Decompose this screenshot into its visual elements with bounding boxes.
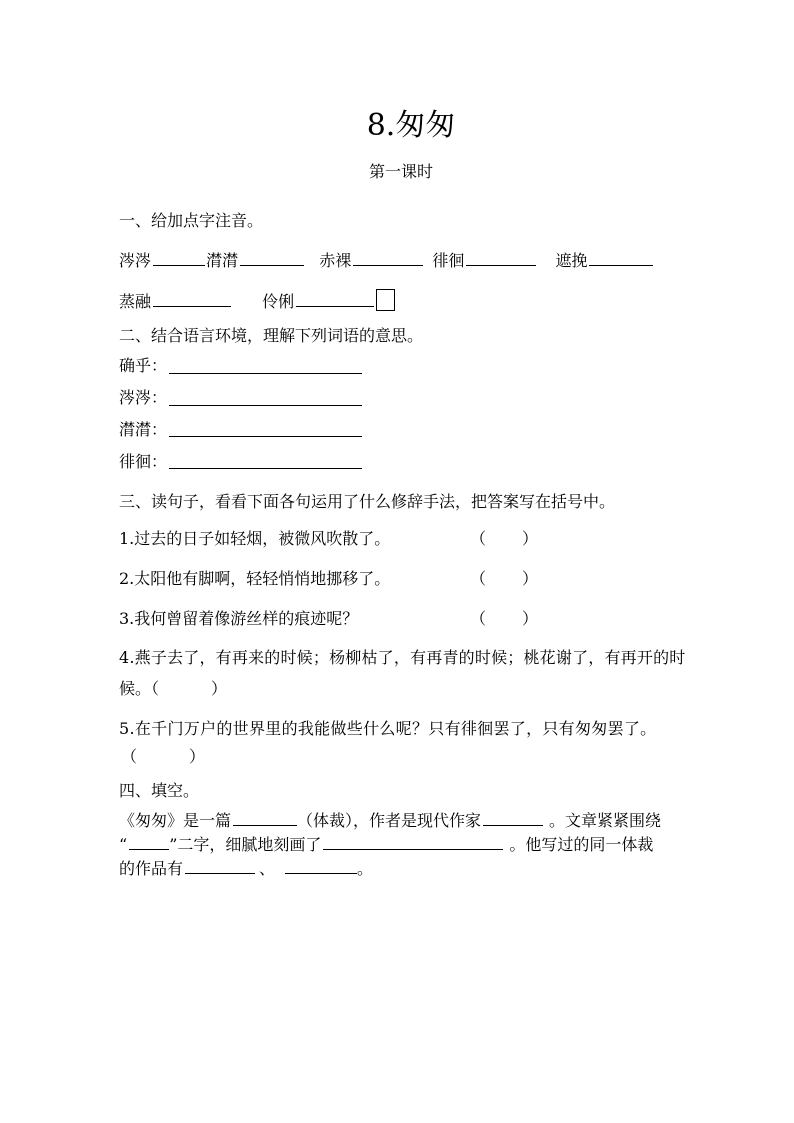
pinyin-row-2	[119, 289, 395, 312]
answer-paren-3[interactable]: （ ）	[470, 609, 539, 628]
definition-line[interactable]	[169, 388, 362, 406]
question-5-line-1: 5.在千门万户的世界里的我能做些什么呢？只有徘徊罢了，只有匆匆罢了。	[119, 719, 657, 738]
answer-box[interactable]	[376, 289, 395, 311]
section3-heading: 三、读句子，看看下面各句运用了什么修辞手法，把答案写在括号中。	[119, 492, 616, 511]
word-cencen: 涔涔	[119, 251, 152, 270]
answer-paren-5[interactable]: （ ）	[121, 747, 206, 766]
page-subtitle: 第一课时	[368, 162, 433, 181]
answer-blank[interactable]	[129, 833, 169, 850]
word-lingli: 伶俐	[262, 292, 295, 311]
question-3: 3.我何曾留着像游丝样的痕迹呢？	[119, 609, 359, 628]
answer-blank[interactable]	[353, 249, 423, 266]
answer-paren-4[interactable]: （ ）	[151, 679, 228, 698]
fill-line-3: 的作品有 、 。	[119, 859, 374, 878]
answer-paren-2[interactable]: （ ）	[470, 569, 539, 588]
word-zhewan: 遮挽	[555, 251, 588, 270]
def-label-paihuai: 徘徊：	[119, 452, 168, 471]
answer-blank[interactable]	[296, 290, 374, 307]
section2-heading: 二、结合语言环境，理解下列词语的意思。	[119, 326, 424, 345]
def-label-cencen: 涔涔：	[119, 388, 168, 407]
section4-heading: 四、填空。	[119, 781, 200, 800]
word-shanshan: 潸潸	[206, 251, 239, 270]
definition-line[interactable]	[169, 420, 362, 437]
answer-blank[interactable]	[153, 249, 205, 266]
def-label-shanshan: 潸潸：	[119, 420, 168, 439]
answer-blank[interactable]	[483, 809, 543, 826]
page-title: 8.匆匆	[366, 108, 456, 143]
pinyin-row-1	[119, 249, 653, 271]
question-4-line-2: 候。（ ）	[119, 679, 228, 698]
word-zhengrong: 蒸融	[119, 292, 152, 311]
answer-blank[interactable]	[589, 249, 653, 266]
word-chiluo: 赤裸	[319, 251, 352, 270]
word-paihuai: 徘徊	[432, 251, 465, 270]
section1-heading: 一、给加点字注音。	[119, 211, 264, 230]
answer-paren-1[interactable]: （ ）	[470, 529, 539, 548]
definition-line[interactable]	[169, 452, 362, 469]
question-2: 2.太阳他有脚啊，轻轻悄悄地挪移了。	[119, 569, 391, 588]
answer-blank[interactable]	[466, 249, 536, 266]
fill-line-2: “ ”二字，细腻地刻画了 。他写过的同一体裁	[119, 835, 654, 854]
answer-blank[interactable]	[240, 249, 304, 266]
question-4-line-1: 4.燕子去了，有再来的时候；杨柳枯了，有再青的时候；桃花谢了，有再开的时	[119, 648, 686, 667]
answer-blank[interactable]	[285, 857, 357, 874]
answer-blank[interactable]	[185, 857, 255, 874]
answer-blank[interactable]	[323, 833, 503, 850]
definition-line[interactable]	[169, 356, 362, 374]
def-label-quehu: 确乎：	[119, 356, 168, 375]
answer-blank[interactable]	[233, 809, 297, 826]
fill-line-1: 《匆匆》是一篇 （体裁），作者是现代作家 。文章紧紧围绕	[119, 811, 662, 830]
answer-blank[interactable]	[153, 290, 231, 307]
question-1: 1.过去的日子如轻烟，被微风吹散了。	[119, 529, 391, 548]
